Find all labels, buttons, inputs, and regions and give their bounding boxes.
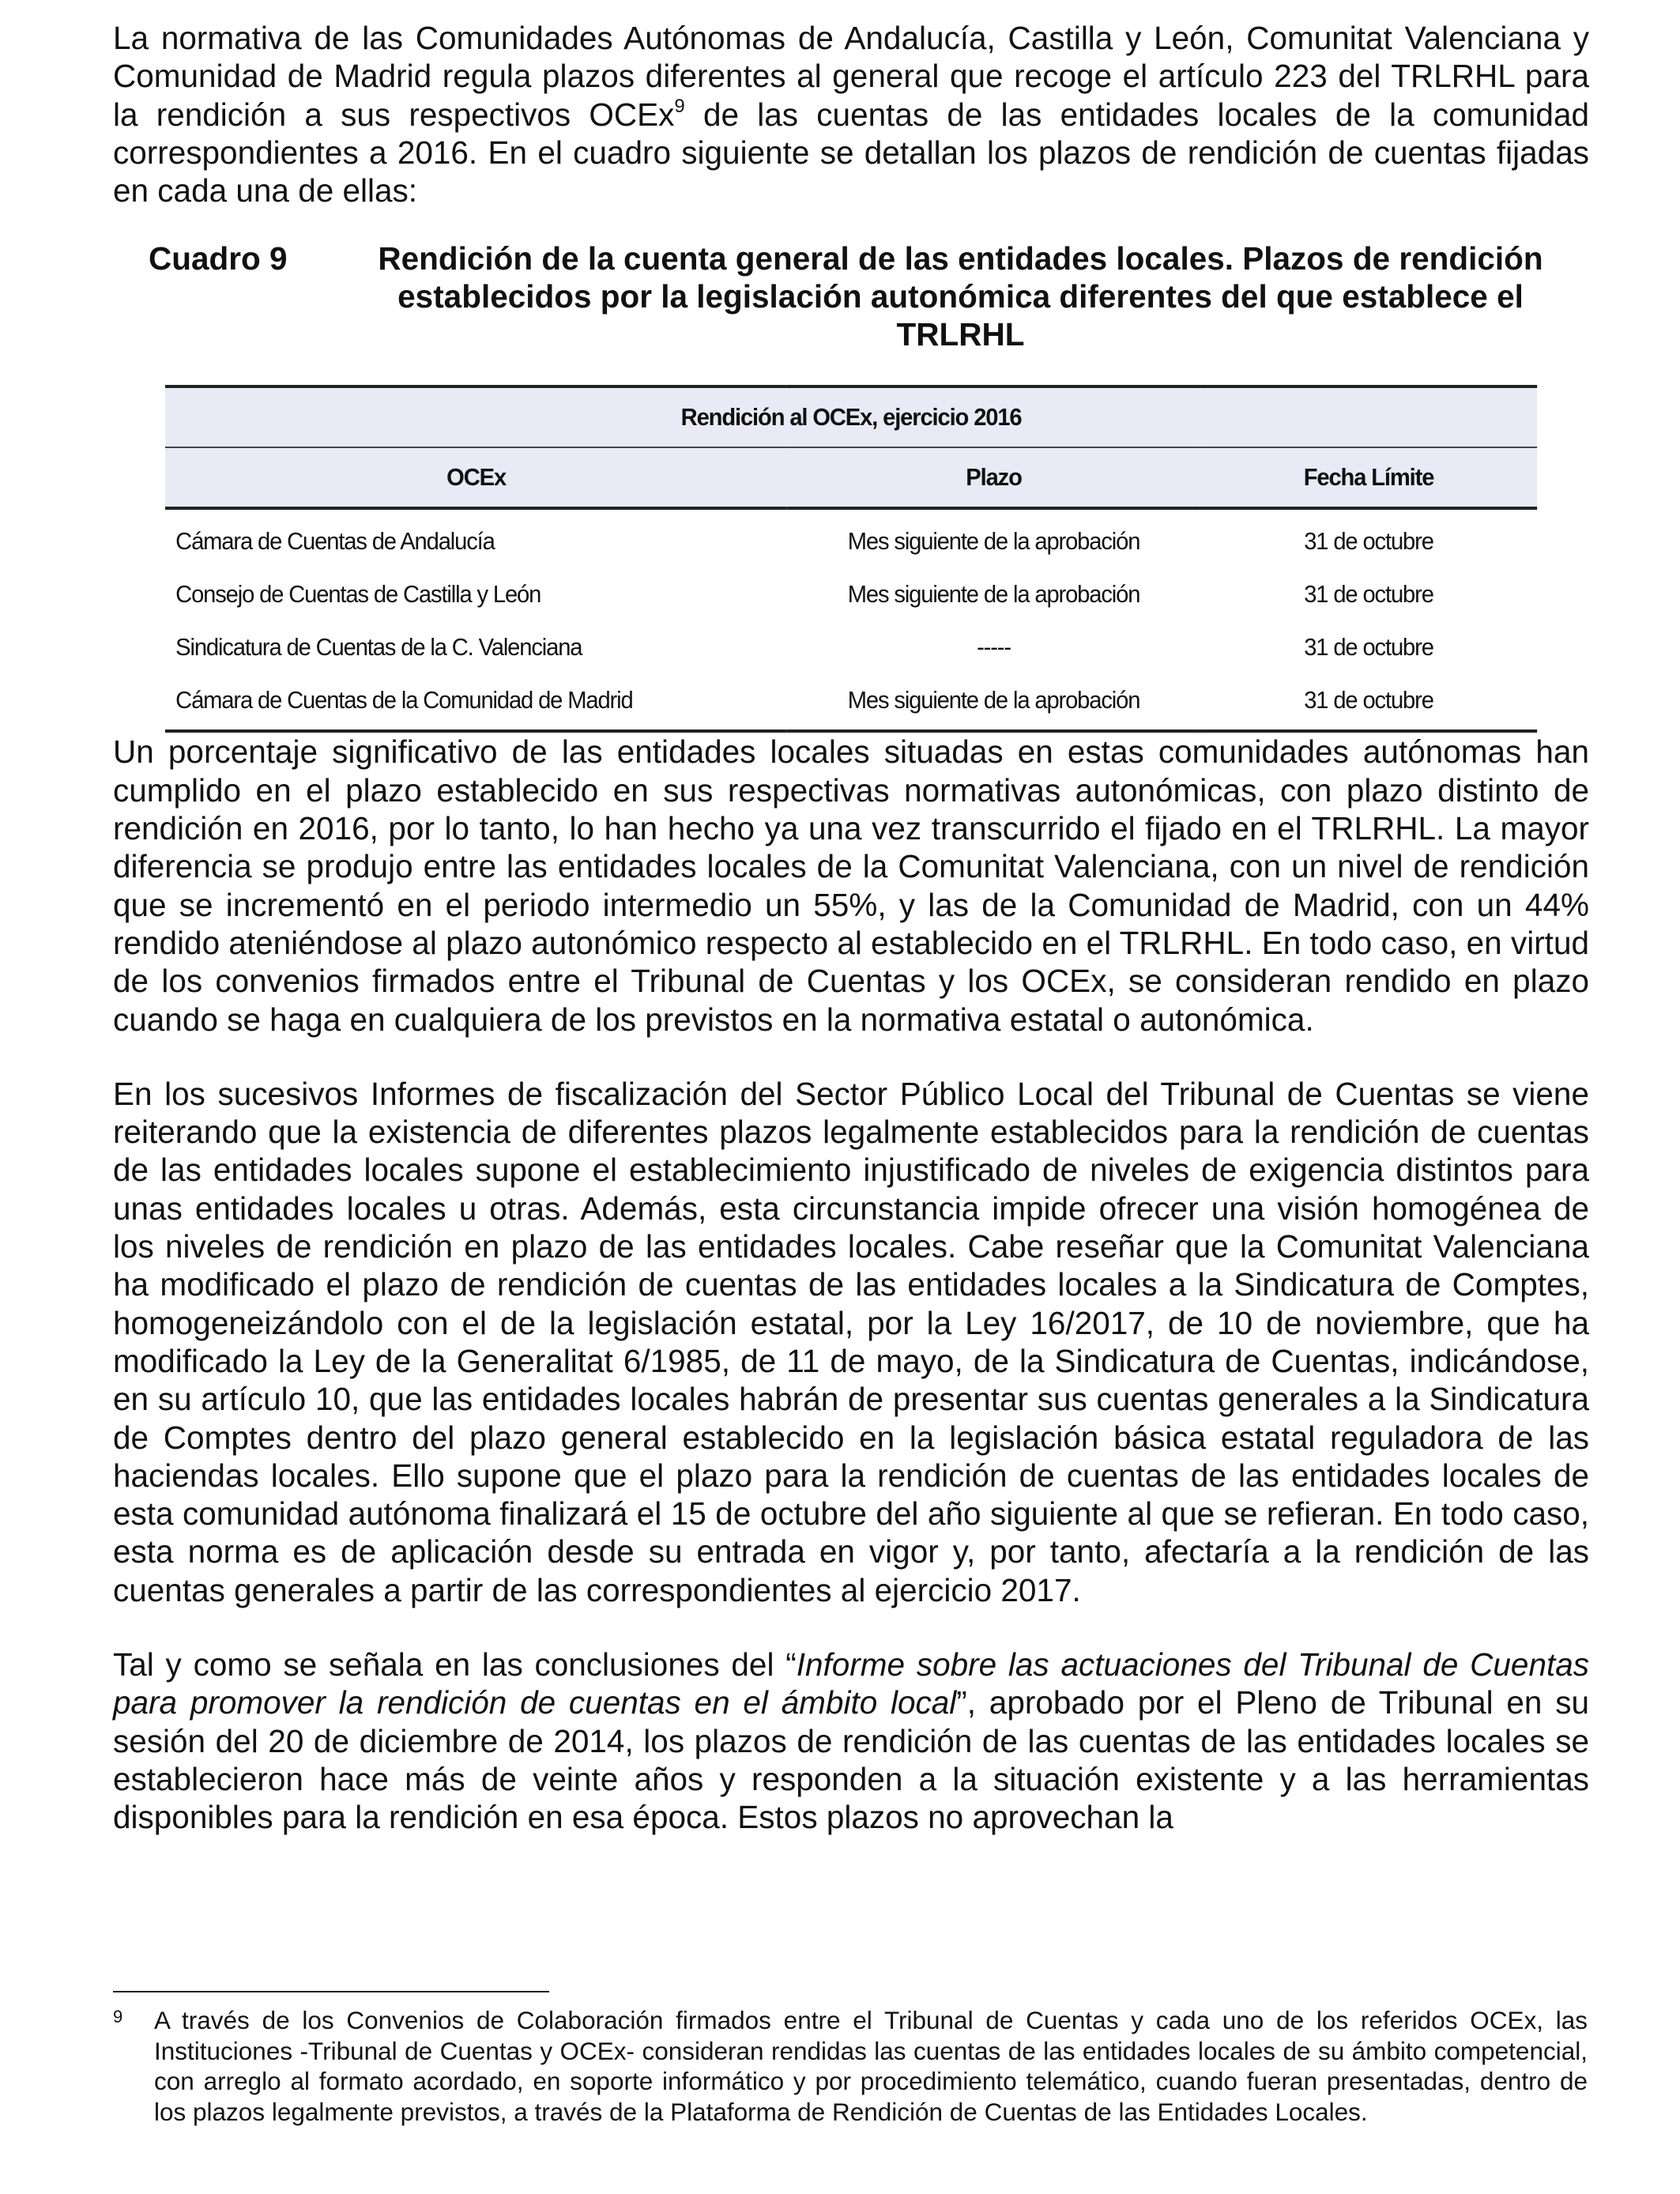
deadlines-table [165, 385, 1537, 733]
paragraph-text-continued: ”, aprobado por el Pleno de Tribunal en su sesión del 20 de diciembre de 2014, los plazos de rendición de las cuentas de las entidades locales se establecieron hace más de veinte años y responden a la situación existente y a las herramientas disponibles para la rendición en esa época. Estos plazos no aprovechan la [113, 1684, 1589, 1836]
cell-ocex: Cámara de Cuentas de la Comunidad de Madrid [165, 673, 787, 731]
paragraph-conclusions [113, 1646, 1589, 1836]
table-row [165, 620, 1537, 673]
cell-plazo: Mes siguiente de la aprobación [847, 579, 1140, 608]
column-header-fecha: Fecha Límite [1200, 447, 1537, 508]
caption-label: Cuadro 9 [149, 240, 288, 277]
footnote-reference[interactable]: 9 [674, 95, 685, 117]
report-title: Informe sobre las actuaciones del Tribunal de Cuentas para promover la rendición de cuentas en el ámbito local [113, 1646, 1589, 1721]
table-row [165, 673, 1537, 731]
table-row [165, 567, 1537, 620]
column-header-ocex: OCEx [165, 447, 787, 508]
intro-text-continued: de las cuentas de las entidades locales de la comunidad correspondientes a 2016. En el cuadro siguiente se detallan los plazos de rendición de cuentas fijadas en cada una de ellas: [113, 96, 1589, 209]
cell-fecha: 31 de octubre [1304, 632, 1433, 661]
cell-ocex: Sindicatura de Cuentas de la C. Valenciana [175, 632, 582, 661]
footnote-separator [113, 1991, 549, 1992]
table-row [165, 508, 1537, 567]
paragraph-text: Tal y como se señala en las conclusiones del “ [113, 1646, 797, 1683]
cell-fecha: 31 de octubre [1304, 526, 1433, 555]
cell-fecha: 31 de octubre [1304, 579, 1433, 608]
cell-fecha: 31 de octubre [1200, 673, 1537, 731]
cell-ocex: Cámara de Cuentas de Andalucía [175, 526, 495, 555]
cell-plazo: Mes siguiente de la aprobación [787, 673, 1200, 731]
footnote-text: A través de los Convenios de Colaboración firmados entre el Tribunal de Cuentas y cada uno de los referidos OCEx, las Instituciones -Tribunal de Cuentas y OCEx- consideran rendidas las cuentas de las entidades locales de su ámbito competencial, con arreglo al formato acordado, en soporte informático y por procedimiento telemático, cuando fueran presentadas, dentro de los plazos legalmente previstos, a través de la Plataforma de Rendición de Cuentas de las Entidades Locales. [154, 2006, 1588, 2126]
cell-plazo: ----- [977, 632, 1011, 661]
cell-ocex: Consejo de Cuentas de Castilla y León [175, 579, 541, 608]
footnote-number: 9 [113, 2007, 123, 2026]
cell-plazo: Mes siguiente de la aprobación [847, 526, 1140, 555]
intro-text: La normativa de las Comunidades Autónomas de Andalucía, Castilla y León, Comunitat Valenciana y Comunidad de Madrid regula plazos diferentes al general que recoge el artículo 223 del TRLRHL para la rendición a sus respectivos OCEx [113, 20, 1589, 133]
column-header-plazo: Plazo [787, 447, 1200, 508]
table-header-top: Rendición al OCEx, ejercicio 2016 [165, 386, 1537, 447]
intro-paragraph [113, 19, 1589, 209]
table-caption [149, 239, 1579, 353]
paragraph-rendition-percentages: Un porcentaje significativo de las entidades locales situadas en estas comunidades autónomas han cumplido en el plazo establecido en sus respectivas normativas autonómicas, con plazo distinto de rendición en 2016, por lo tanto, lo han hecho ya una vez transcurrido el fijado en el TRLRHL. La mayor diferencia se produjo entre las entidades locales de la Comunitat Valenciana, con un nivel de rendición que se incrementó en el periodo intermedio un 55%, y las de la Comunidad de Madrid, con un 44% rendido ateniéndose al plazo autonómico respecto al establecido en el TRLRHL. En todo caso, en virtud de los convenios firmados entre el Tribunal de Cuentas y los OCEx, se consideran rendido en plazo cuando se haga en cualquiera de los previstos en la normativa estatal o autonómica. [113, 733, 1589, 1038]
document-page [113, 19, 1589, 1837]
caption-title: Rendición de la cuenta general de las entidades locales. Plazos de rendición establecidos por la legislación autonómica diferentes del que establece el TRLRHL [378, 240, 1543, 353]
paragraph-different-deadlines: En los sucesivos Informes de fiscalización del Sector Público Local del Tribunal de Cuentas se viene reiterando que la existencia de diferentes plazos legalmente establecidos para la rendición de cuentas de las entidades locales supone el establecimiento injustificado de niveles de exigencia distintos para unas entidades locales u otras. Además, esta circunstancia impide ofrecer una visión homogénea de los niveles de rendición en plazo de las entidades locales. Cabe reseñar que la Comunitat Valenciana ha modificado el plazo de rendición de cuentas de las entidades locales a la Sindicatura de Comptes, homogeneizándolo con el de la legislación estatal, por la Ley 16/2017, de 10 de noviembre, que ha modificado la Ley de la Generalitat 6/1985, de 11 de mayo, de la Sindicatura de Cuentas, indicándose, en su artículo 10, que las entidades locales habrán de presentar sus cuentas generales a la Sindicatura de Comptes dentro del plazo general establecido en la legislación básica estatal reguladora de las haciendas locales. Ello supone que el plazo para la rendición de cuentas de las entidades locales de esta comunidad autónoma finalizará el 15 de octubre del año siguiente al que se refieran. En todo caso, esta norma es de aplicación desde su entrada en vigor y, por tanto, afectaría a la rendición de las cuentas generales a partir de las correspondientes al ejercicio 2017. [113, 1075, 1589, 1608]
footnote [113, 2005, 1588, 2127]
